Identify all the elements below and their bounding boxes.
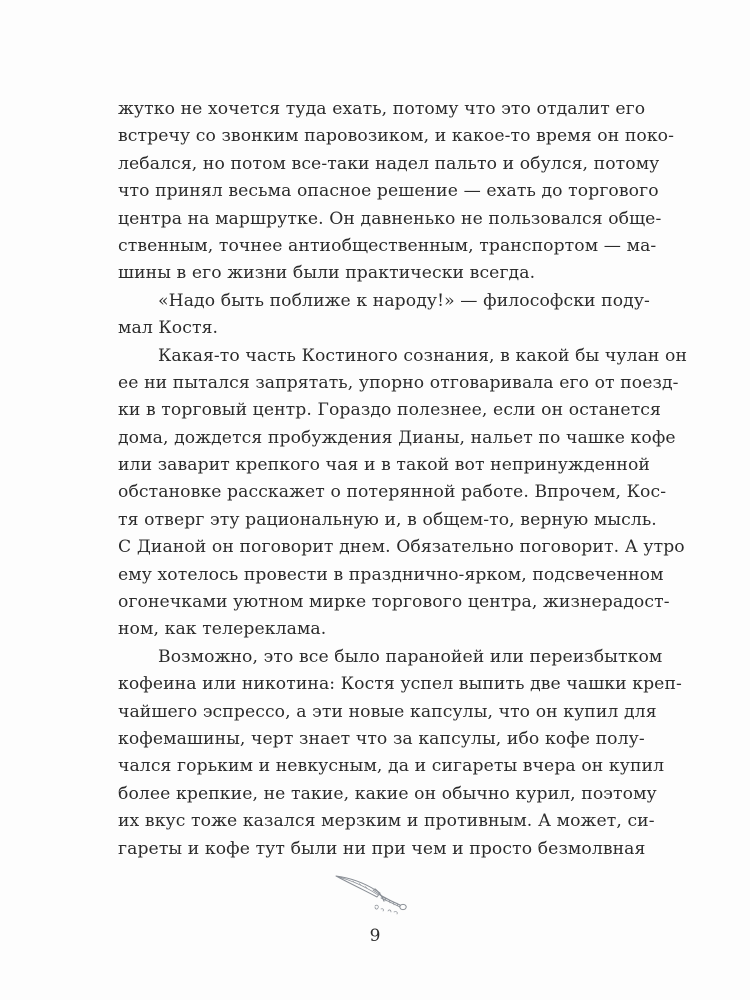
body-text	[118, 96, 688, 863]
text-line: тя отверг эту рациональную и, в общем-то, верную мысль.	[118, 509, 657, 530]
text-line: «Надо быть поближе к народу!» — философски поду-	[158, 290, 650, 311]
text-line: центра на маршрутке. Он давненько не пользовался обще-	[118, 208, 662, 229]
text-line: обстановке расскажет о потерянной работе. Впрочем, Кос-	[118, 482, 667, 503]
text-line: их вкус тоже казался мерзким и противным. А может, си-	[118, 811, 655, 832]
text-line: С Дианой он поговорит днем. Обязательно поговорит. А утро	[118, 537, 685, 558]
page-number: 9	[369, 926, 381, 946]
text-line: встречу со звонким паровозиком, и какое-то время он поко-	[118, 126, 675, 147]
text-line: кофемашины, черт знает что за капсулы, ибо кофе полу-	[118, 728, 645, 749]
text-line: ственным, точнее антиобщественным, транспортом — ма-	[118, 235, 657, 256]
text-line: ном, как телереклама.	[118, 619, 327, 640]
text-line: дома, дождется пробуждения Дианы, нальет по чашке кофе	[118, 427, 676, 448]
text-line: Какая-то часть Костиного сознания, в какой бы чулан он	[158, 345, 688, 366]
text-line: шины в его жизни были практически всегда.	[118, 263, 536, 284]
text-line: или заварит крепкого чая и в такой вот непринужденной	[118, 455, 650, 476]
text-line: ки в торговый центр. Гораздо полезнее, если он останется	[118, 400, 661, 421]
text-line: более крепкие, не такие, какие он обычно курил, поэтому	[118, 783, 657, 804]
text-line: чайшего эспрессо, а эти новые капсулы, что он купил для	[118, 701, 657, 722]
text-line: кофеина или никотина: Костя успел выпить две чашки креп-	[118, 674, 682, 695]
text-line: мал Костя.	[118, 318, 219, 339]
text-line: Возможно, это все было паранойей или переизбытком	[158, 646, 663, 667]
text-line: жутко не хочется туда ехать, потому что это отдалит его	[118, 99, 646, 119]
text-line: что принял весьма опасное решение — ехать до торгового	[118, 181, 659, 202]
text-line: огонечками уютном мирке торгового центра, жизнерадост-	[118, 592, 670, 613]
text-line: чался горьким и невкусным, да и сигареты вчера он купил	[118, 756, 665, 777]
dagger-icon	[333, 868, 419, 916]
text-line: ее ни пытался запрятать, упорно отговаривала его от поезд-	[118, 372, 679, 393]
text-line: лебался, но потом все-таки надел пальто и обулся, потому	[118, 153, 660, 174]
text-line: гареты и кофе тут были ни при чем и просто безмолвная	[118, 838, 646, 859]
text-line: ему хотелось провести в празднично-ярком, подсвеченном	[118, 564, 664, 585]
